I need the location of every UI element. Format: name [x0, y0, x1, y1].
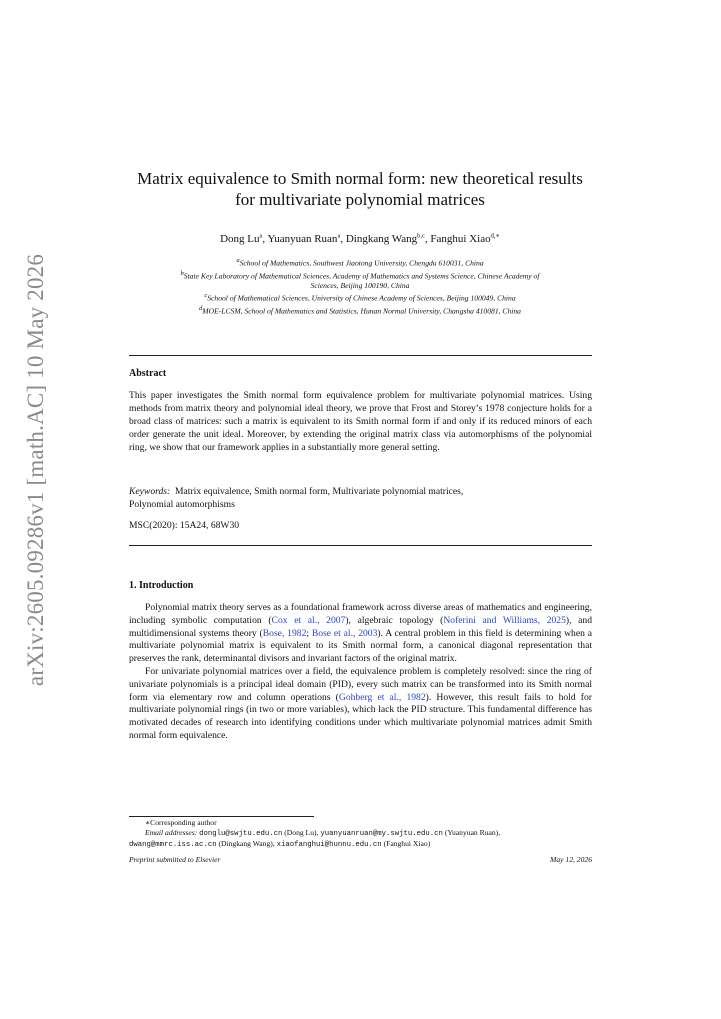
abstract-heading: Abstract	[129, 368, 167, 379]
section-heading-introduction: 1. Introduction	[129, 580, 194, 591]
arxiv-identifier-text: arXiv:2605.09286v1 [math.AC] 10 May 2026	[23, 253, 48, 687]
author-list	[110, 231, 610, 245]
title-line-1: Matrix equivalence to Smith normal form: new theoretical results	[137, 169, 583, 188]
affiliation-a: $^a$School of Mathematics, Southwest Jiaotong University, Chengdu 610031, China	[236, 257, 484, 268]
keywords-label: Keywords:	[129, 486, 171, 497]
preprint-line	[129, 855, 592, 864]
email-link[interactable]: donglu@swjtu.edu.cn	[199, 830, 283, 838]
citation-link[interactable]: Bose, 1982	[262, 627, 307, 639]
footnote-corresponding: ∗Corresponding author	[145, 818, 217, 827]
email-link[interactable]: dwang@mmrc.iss.ac.cn	[129, 841, 217, 849]
intro-paragraph-2: For univariate polynomial matrices over a field, the equivalence problem is completely resolved: since the ring of univariate polynomials is a principal ideal domain (PID), every such matrix can be transformed into its Smith normal form via elementary row and column operations (Gohberg et al., 1982). However, this result fails to hold for multivariate polynomial rings (in two or more variables), which lack the PID structure. This fundamental difference has motivated decades of research into identifying conditions under which multivariate polynomial matrices admit Smith normal form equivalence.	[129, 665, 592, 741]
author-4: Fanghui Xiao$^{d,∗}$	[430, 232, 500, 245]
abstract-bottom-rule	[129, 545, 592, 546]
footnote-emails: Email addresses: donglu@swjtu.edu.cn (Dong Lu), yuanyuanruan@my.swjtu.edu.cn (Yuanyuan Ruan),	[145, 828, 501, 838]
keywords-line-2: Polynomial automorphisms	[129, 499, 235, 510]
paper-title	[110, 168, 610, 210]
keywords-line-1: Matrix equivalence, Smith normal form, Multivariate polynomial matrices,	[175, 486, 464, 497]
keywords	[129, 485, 592, 511]
affiliation-d: $^d$MOE-LCSM, School of Mathematics and Statistics, Hunan Normal University, Changsha 410081, China	[199, 304, 521, 316]
author-2: Yuanyuan Ruan$^a$,	[267, 232, 346, 245]
author-3: Dingkang Wang$^{b,c}$,	[345, 232, 431, 245]
abstract-text: This paper investigates the Smith normal form equivalence problem for multivariate polynomial matrices. Using methods from matrix theory and polynomial ideal theory, we prove that Frost and Storey’s 1978 conjecture holds for a broad class of matrices: such a matrix is equivalent to its Smith normal form if and only if its reduced minors of each order generate the unit ideal. Moreover, by extending the original matrix class via automorphisms of the polynomial ring, we show that our framework applies in a substantially more general setting.	[129, 390, 592, 453]
citation-link[interactable]: Noferini and Williams, 2025	[443, 614, 566, 626]
author-1: Dong Lu$^a$,	[220, 232, 268, 245]
footnote-rule	[129, 816, 314, 817]
citation-link[interactable]: Gohberg et al., 1982	[338, 691, 426, 703]
email-link[interactable]: xiaofanghui@hunnu.edu.cn	[276, 841, 382, 849]
footnotes	[129, 818, 592, 850]
preprint-journal: Preprint submitted to Elsevier	[129, 855, 221, 864]
intro-paragraph-1: Polynomial matrix theory serves as a foundational framework across diverse areas of mathematics and engineering, including symbolic computation (Cox et al., 2007), algebraic topology (Noferini and Williams, 2025), and multidimensional systems theory (Bose, 1982; Bose et al., 2003). A central problem in this field is determining when a multivariate polynomial matrix is equivalent to its Smith normal form, a canonical diagonal representation that preserves the rank, determinantal divisors and invariant factors of the original matrix.	[129, 602, 593, 665]
citation-link[interactable]: Cox et al., 2007	[271, 614, 346, 626]
affiliation-b-cont: Sciences, Beijing 100190, China	[310, 281, 410, 291]
affiliation-b: $^b$State Key Laboratory of Mathematical Sciences, Academy of Mathematics and Systems Science, Chinese Academy of	[180, 269, 540, 281]
affiliation-c: $^c$School of Mathematical Sciences, University of Chinese Academy of Sciences, Beijing 100049, China	[204, 292, 516, 303]
affiliations	[125, 256, 595, 316]
title-line-2: for multivariate polynomial matrices	[235, 190, 485, 209]
citation-link[interactable]: Bose et al., 2003	[311, 627, 378, 639]
msc-classification: MSC(2020): 15A24, 68W30	[129, 520, 240, 531]
email-link[interactable]: yuanyuanruan@my.swjtu.edu.cn	[320, 830, 443, 838]
footnote-emails-cont: dwang@mmrc.iss.ac.cn (Dingkang Wang), xiaofanghui@hunnu.edu.cn (Fanghui Xiao)	[129, 839, 431, 849]
preprint-date: May 12, 2026	[550, 855, 592, 864]
abstract-top-rule	[129, 355, 592, 356]
introduction-body	[129, 602, 592, 743]
